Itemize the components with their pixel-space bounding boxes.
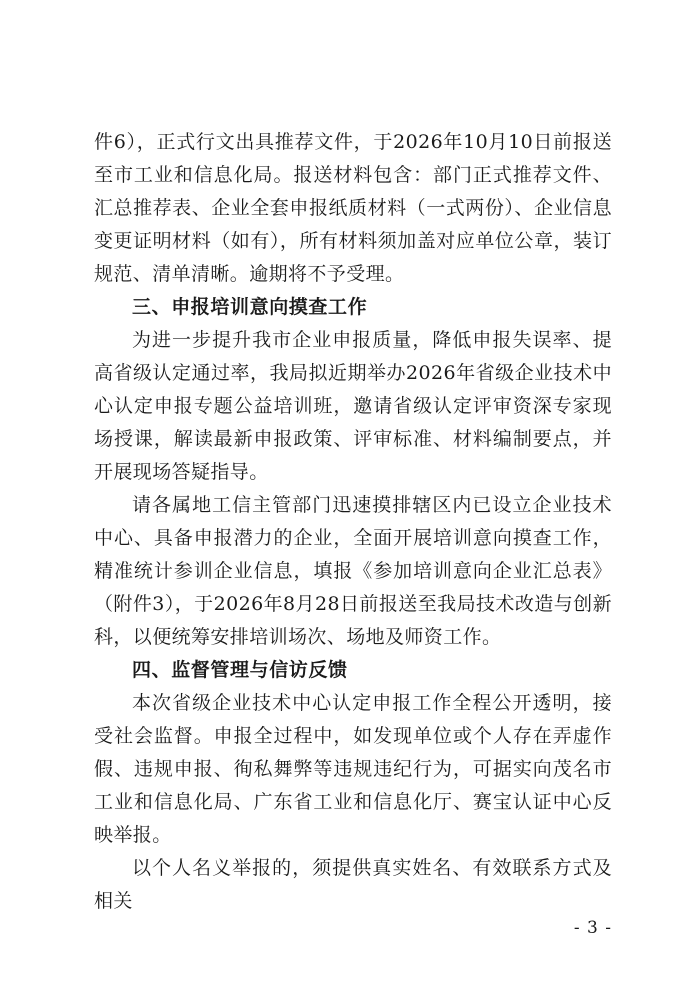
paragraph-submission-requirements: 件6），正式行文出具推荐文件，于2026年10月10日前报送至市工业和信息化局。报送材料包含：部门正式推荐文件、汇总推荐表、企业全套申报纸质材料（一式两份）、企业信息变更证明材料（如有），所有材料须加盖对应单位公章，装订规范、清单清晰。逾期将不予受理。 [94,131,612,285]
document-body [94,126,612,918]
paragraph-training-purpose: 为进一步提升我市企业申报质量，降低申报失误率、提高省级认定通过率，我局拟近期举办2026年省级企业技术中心认定申报专题公益培训班，邀请省级认定评审资深专家现场授课，解读最新申报政策、评审标准、材料编制要点，并开展现场答疑指导。 [94,329,612,483]
section-heading-training-survey: 三、申报培训意向摸查工作 [132,296,368,318]
paragraph-training-survey-instructions: 请各属地工信主管部门迅速摸排辖区内已设立企业技术中心、具备申报潜力的企业，全面开展培训意向摸查工作，精准统计参训企业信息，填报《参加培训意向企业汇总表》（附件3），于2026年8月28日前报送至我局技术改造与创新科，以便统筹安排培训场次、场地及师资工作。 [94,494,612,648]
paragraph-reporting-requirements: 以个人名义举报的，须提供真实姓名、有效联系方式及相关 [94,857,612,912]
page-number: - 3 - [573,918,612,938]
paragraph-supervision-details: 本次省级企业技术中心认定申报工作全程公开透明，接受社会监督。申报全过程中，如发现单位或个人存在弄虚作假、违规申报、徇私舞弊等违规违纪行为，可据实向茂名市工业和信息化局、广东省工业和信息化厅、赛宝认证中心反映举报。 [94,692,612,846]
section-heading-supervision: 四、监督管理与信访反馈 [132,659,348,681]
